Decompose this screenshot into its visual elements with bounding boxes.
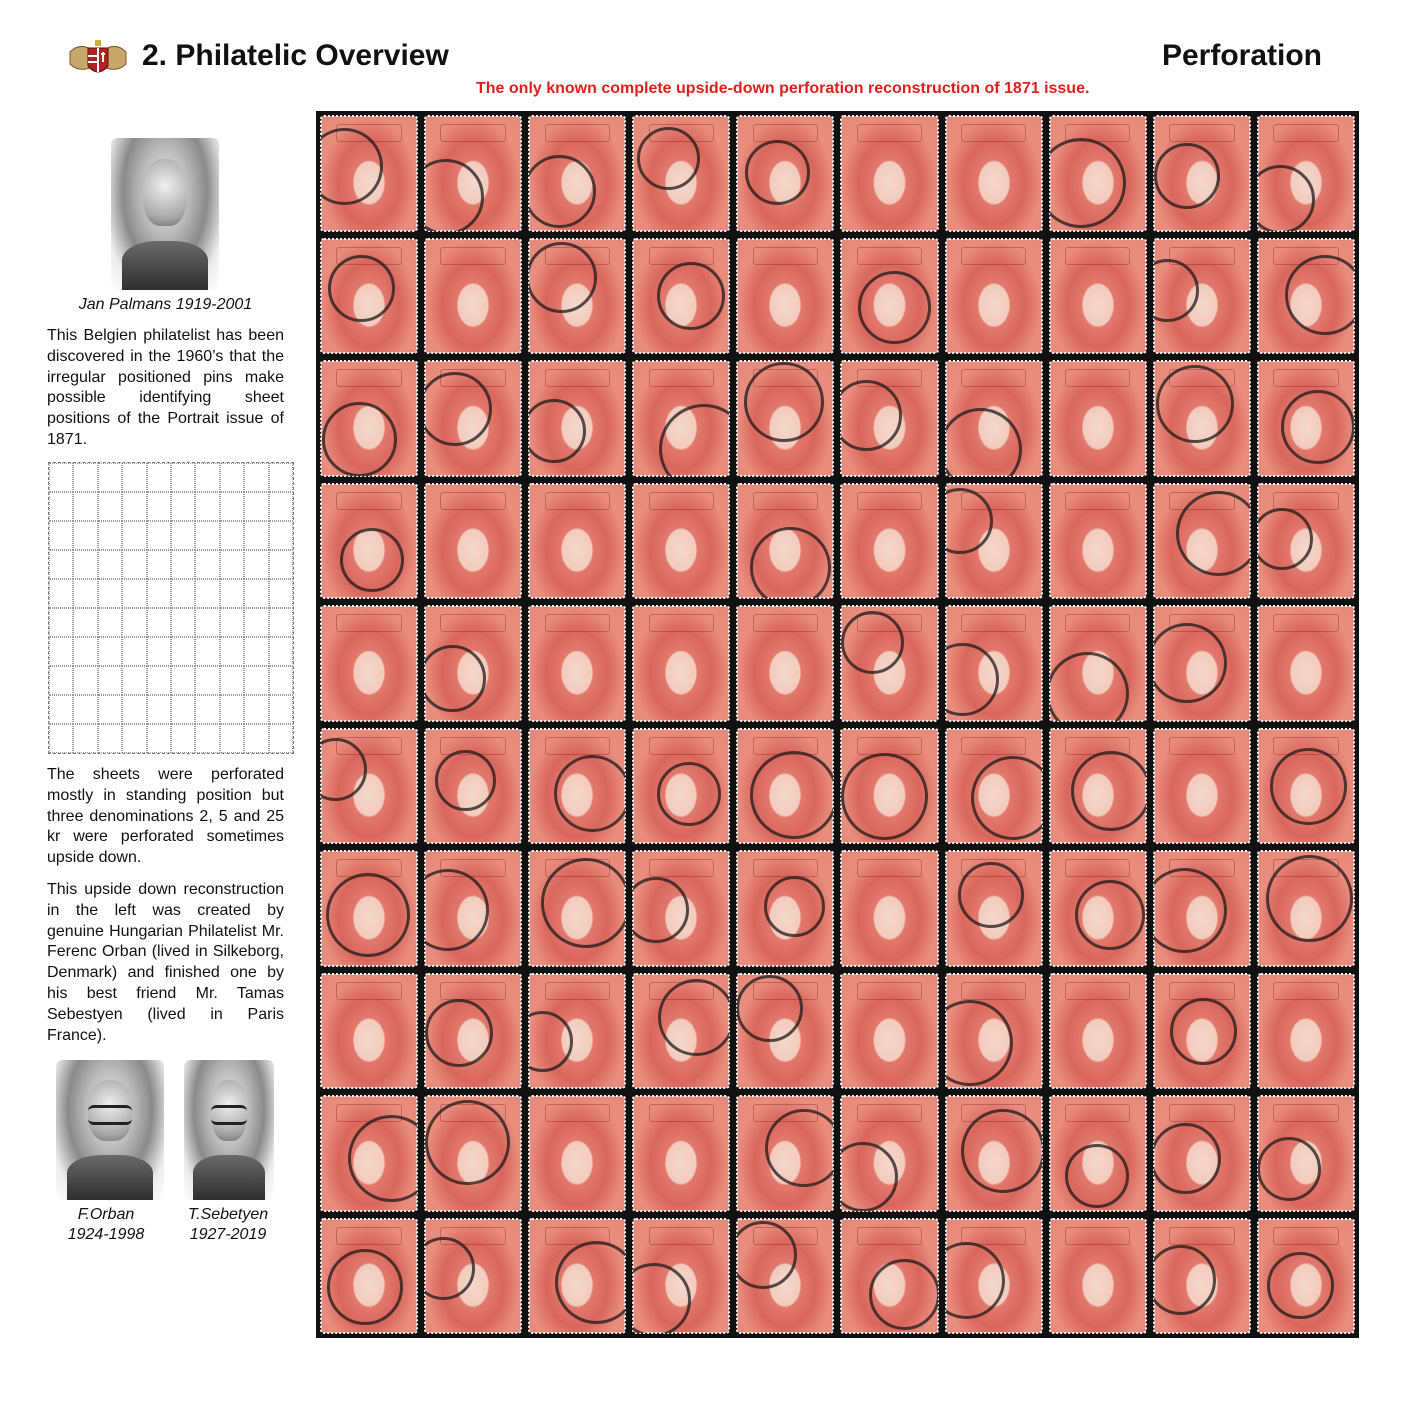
stamp [841,729,937,844]
stamp [841,1096,937,1211]
stamp [633,974,729,1089]
postmark [529,399,586,463]
stamp [1050,239,1146,354]
diagram-cell [171,695,195,724]
diagram-cell [269,492,293,521]
postmark [1075,880,1145,950]
postmark [946,1242,1005,1319]
postmark [946,643,999,716]
diagram-cell [269,608,293,637]
stamp-sheet-reconstruction [316,111,1359,1338]
postmark [1156,365,1234,443]
postmark [657,262,725,330]
stamp [1154,606,1250,721]
diagram-cell [147,463,171,492]
diagram-cell [122,608,146,637]
diagram-cell [147,695,171,724]
postmark [425,1237,475,1300]
diagram-cell [220,666,244,695]
stamp [529,361,625,476]
postmark [321,738,367,801]
stamp [425,1219,521,1334]
diagram-cell [220,608,244,637]
stamp [1050,729,1146,844]
stamp [1258,116,1354,231]
diagram-cell [269,666,293,695]
diagram-cell [49,579,73,608]
stamp [1258,484,1354,599]
stamp [946,116,1042,231]
stamp [321,1096,417,1211]
diagram-cell [73,637,97,666]
stamp [737,361,833,476]
diagram-cell [220,463,244,492]
diagram-cell [195,666,219,695]
diagram-cell [147,666,171,695]
subtitle: The only known complete upside-down perforation reconstruction of 1871 issue. [476,80,1090,97]
diagram-cell [122,492,146,521]
perforation-paragraph: The sheets were perforated mostly in standing position but three denominations 2, 5 and 25 kr were perforated sometimes upside down. [47,766,284,867]
diagram-cell [220,550,244,579]
diagram-cell [195,724,219,753]
diagram-cell [269,550,293,579]
stamp [1154,361,1250,476]
stamp [1154,974,1250,1089]
postmark [841,380,902,451]
postmark [321,128,383,205]
stamp [321,116,417,231]
postmark [659,404,729,476]
diagram-cell [244,579,268,608]
postmark [1258,1137,1321,1201]
diagram-cell [73,492,97,521]
diagram-cell [49,724,73,753]
postmark [1154,1123,1221,1194]
diagram-cell [98,492,122,521]
diagram-cell [98,724,122,753]
stamp [633,484,729,599]
diagram-cell [73,695,97,724]
stamp [1050,974,1146,1089]
diagram-cell [195,550,219,579]
postmark [1154,1245,1216,1315]
stamp [321,851,417,966]
stamp [321,1219,417,1334]
postmark [1176,491,1250,576]
diagram-cell [244,463,268,492]
postmark [869,1259,937,1330]
postmark [1050,652,1129,721]
postmark [1154,868,1227,953]
caption-name: F.Orban [77,1206,135,1223]
postmark [435,750,496,811]
stamp [529,606,625,721]
stamp [529,239,625,354]
diagram-cell [73,608,97,637]
stamp [1050,606,1146,721]
diagram-cell [244,724,268,753]
diagram-cell [171,521,195,550]
stamp [946,974,1042,1089]
stamp [633,606,729,721]
postmark [340,528,404,592]
postmark [737,975,803,1042]
diagram-cell [220,521,244,550]
diagram-cell [98,637,122,666]
stamp [529,1096,625,1211]
diagram-cell [122,724,146,753]
diagram-cell [98,521,122,550]
diagram-cell [147,637,171,666]
postmark [425,999,493,1067]
stamp [841,606,937,721]
stamp [529,729,625,844]
diagram-cell [269,521,293,550]
postmark [425,869,489,951]
diagram-cell [195,579,219,608]
postmark [750,527,831,599]
diagram-cell [147,492,171,521]
reconstruction-paragraph: This upside down reconstruction in the left was created by genuine Hungarian Philatelist Mr. Ferenc Orban (lived in Silkeborg, Denmark) and finished one by his best friend Mr. Tamas Sebestyen (lived in Paris France). [47,881,284,1044]
stamp [633,729,729,844]
postmark [425,645,486,712]
diagram-cell [49,637,73,666]
diagram-cell [244,608,268,637]
stamp [737,239,833,354]
diagram-cell [269,579,293,608]
postmark [745,140,810,205]
postmark [958,862,1024,928]
stamp [1050,361,1146,476]
postmark [529,1011,573,1072]
postmark [1071,751,1146,831]
diagram-cell [269,463,293,492]
diagram-cell [122,637,146,666]
diagram-cell [122,521,146,550]
diagram-cell [98,666,122,695]
diagram-cell [73,579,97,608]
portrait-caption: Jan Palmans 1919-2001 [78,296,253,313]
stamp [425,484,521,599]
portrait-photo-f-orban [56,1060,164,1200]
caption-name: T.Sebetyen [187,1206,269,1223]
diagram-cell [49,608,73,637]
caption-years: 1927-2019 [189,1226,267,1243]
postmark [750,751,833,839]
stamp [321,361,417,476]
diagram-cell [49,463,73,492]
stamp [737,606,833,721]
postmark [1258,165,1315,231]
postmark [1154,259,1199,322]
stamp [946,606,1042,721]
diagram-cell [171,724,195,753]
postmark [1050,138,1126,228]
stamp [1258,1096,1354,1211]
diagram-cell [49,695,73,724]
postmark [425,159,484,231]
postmark [737,1221,797,1289]
sheet-position-diagram [48,462,294,754]
stamp [841,361,937,476]
diagram-cell [122,550,146,579]
stamp [946,851,1042,966]
postmark [326,873,410,957]
stamp [633,1219,729,1334]
diagram-cell [73,724,97,753]
diagram-cell [98,579,122,608]
postmark [841,611,904,674]
diagram-cell [244,695,268,724]
diagram-cell [122,579,146,608]
stamp [946,361,1042,476]
portrait-photo-jan-palmans [111,138,219,290]
postmark [961,1109,1042,1193]
diagram-cell [122,666,146,695]
caption-f-orban [50,1205,162,1245]
stamp [841,974,937,1089]
stamp [529,851,625,966]
diagram-cell [171,579,195,608]
postmark [322,402,397,476]
postmark [1258,508,1313,570]
stamp [1154,729,1250,844]
diagram-cell [147,521,171,550]
diagram-cell [220,637,244,666]
stamp [633,361,729,476]
diagram-cell [147,724,171,753]
postmark [328,255,395,322]
stamp [425,851,521,966]
diagram-cell [195,695,219,724]
stamp [1258,729,1354,844]
postmark [1170,998,1237,1065]
postmark [841,753,928,840]
postmark [1154,623,1227,703]
diagram-cell [98,463,122,492]
postmark [1154,143,1220,209]
postmark [348,1115,417,1202]
stamp [633,851,729,966]
diagram-cell [49,550,73,579]
postmark [633,877,689,943]
postmark [764,876,825,937]
stamp [1050,1096,1146,1211]
stamp [425,239,521,354]
stamp [1258,606,1354,721]
stamp [321,974,417,1089]
stamp [946,729,1042,844]
stamp [425,606,521,721]
stamp [425,361,521,476]
intro-paragraph: This Belgien philatelist has been discovered in the 1960’s that the irregular positioned pins make possible identifying sheet positions of the Portrait issue of 1871. [47,327,284,448]
diagram-cell [147,579,171,608]
postmark [327,1249,403,1325]
stamp [321,606,417,721]
diagram-cell [269,695,293,724]
postmark [1065,1144,1129,1208]
postmark [658,979,729,1056]
stamp [633,1096,729,1211]
stamp [633,116,729,231]
postmark [657,762,721,826]
diagram-cell [171,637,195,666]
diagram-cell [98,550,122,579]
stamp [529,116,625,231]
postmark [554,755,625,832]
postmark [765,1109,833,1187]
stamp [425,1096,521,1211]
postmark [744,362,824,442]
stamp [1154,484,1250,599]
diagram-cell [195,492,219,521]
diagram-cell [98,608,122,637]
stamp [1258,851,1354,966]
diagram-cell [122,695,146,724]
diagram-cell [171,492,195,521]
stamp [1258,361,1354,476]
diagram-cell [73,666,97,695]
postmark [858,271,931,344]
diagram-cell [269,724,293,753]
stamp [841,484,937,599]
diagram-cell [122,463,146,492]
diagram-cell [269,637,293,666]
diagram-cell [73,463,97,492]
diagram-cell [195,637,219,666]
diagram-cell [220,724,244,753]
diagram-cell [244,637,268,666]
diagram-cell [171,550,195,579]
postmark [971,756,1042,840]
stamp [321,239,417,354]
diagram-cell [244,492,268,521]
stamp [321,484,417,599]
postmark [529,155,596,228]
diagram-cell [147,608,171,637]
postmark [425,1100,510,1185]
stamp [1154,1096,1250,1211]
diagram-cell [244,550,268,579]
stamp [946,239,1042,354]
stamp [1154,1219,1250,1334]
postmark [946,488,993,554]
page-title: 2. Philatelic Overview [142,39,449,72]
caption-years: 1924-1998 [67,1226,145,1243]
diagram-cell [73,550,97,579]
postmark [1267,1252,1334,1319]
postmark [529,242,597,313]
postmark [946,1000,1013,1086]
diagram-cell [195,608,219,637]
stamp [737,1096,833,1211]
stamp [321,729,417,844]
postmark [1266,855,1353,942]
section-title: Perforation [1161,39,1322,72]
diagram-cell [171,608,195,637]
stamp [529,1219,625,1334]
stamp [529,484,625,599]
postmark [555,1241,625,1324]
diagram-cell [220,579,244,608]
diagram-cell [244,521,268,550]
stamp [425,729,521,844]
postmark [633,1263,691,1334]
stamp [737,484,833,599]
stamp [737,851,833,966]
postmark [425,372,492,446]
stamp [529,974,625,1089]
diagram-cell [195,521,219,550]
diagram-cell [244,666,268,695]
stamp [841,239,937,354]
stamp [946,1096,1042,1211]
diagram-cell [49,521,73,550]
stamp [737,1219,833,1334]
stamp [1258,974,1354,1089]
caption-t-sebestyen [170,1205,286,1245]
postmark [1281,390,1354,464]
stamp [737,729,833,844]
hungarian-coat-of-arms-icon [66,38,130,82]
postmark [841,1142,898,1211]
stamp [1258,239,1354,354]
diagram-cell [171,463,195,492]
postmark [637,127,700,190]
diagram-cell [73,521,97,550]
postmark [1270,748,1347,825]
stamp [1050,116,1146,231]
diagram-cell [220,695,244,724]
stamp [841,851,937,966]
stamp [1154,239,1250,354]
stamp [425,116,521,231]
stamp [737,116,833,231]
diagram-cell [49,492,73,521]
stamp [425,974,521,1089]
postmark [946,408,1022,476]
diagram-cell [49,666,73,695]
stamp [946,484,1042,599]
stamp [1154,116,1250,231]
stamp [1050,1219,1146,1334]
stamp [841,1219,937,1334]
stamp [737,974,833,1089]
stamp [1258,1219,1354,1334]
stamp [1154,851,1250,966]
diagram-cell [220,492,244,521]
stamp [1050,484,1146,599]
postmark [1285,255,1354,335]
diagram-cell [98,695,122,724]
stamp [841,116,937,231]
stamp [1050,851,1146,966]
stamp [633,239,729,354]
portrait-photo-t-sebestyen [184,1060,274,1200]
diagram-cell [195,463,219,492]
diagram-cell [171,666,195,695]
stamp [946,1219,1042,1334]
postmark [541,858,625,948]
diagram-cell [147,550,171,579]
